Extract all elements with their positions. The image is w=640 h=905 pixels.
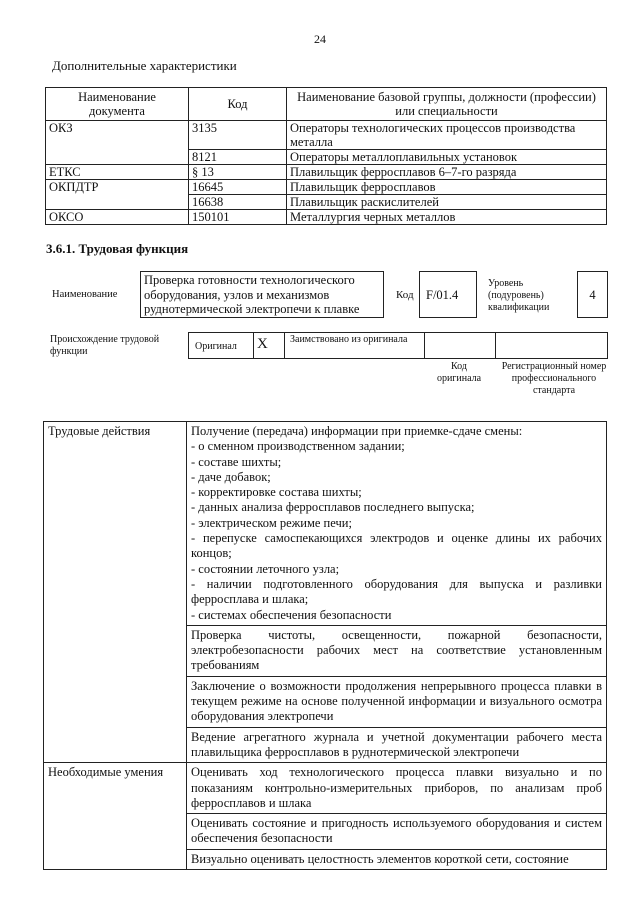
name-cell: Металлургия черных металлов: [287, 210, 607, 225]
work-table: [43, 421, 607, 870]
origin-box: [188, 332, 608, 359]
skill-cell: Визуально оценивать целостность элементов короткой сети, состояние: [187, 849, 607, 869]
level-label: Уровень (подуровень) квалификации: [488, 278, 550, 313]
code-cell: 3135: [189, 121, 287, 150]
document-cell: ЕТКС: [46, 165, 189, 180]
table-row: [44, 763, 607, 814]
action-line: - электрическом режиме печи;: [191, 515, 352, 530]
action-line: - данных анализа ферросплавов последнего выпуска;: [191, 500, 475, 515]
column-header-document: Наименование документа: [46, 88, 189, 121]
divider: [495, 333, 496, 358]
function-code-value: F/01.4: [426, 288, 459, 302]
function-name-box: [140, 271, 384, 318]
table-row: [46, 180, 607, 195]
column-header-code: Код: [189, 88, 287, 121]
code-cell: 8121: [189, 150, 287, 165]
registration-number-caption: Регистрационный номер профессионального стандарта: [501, 361, 607, 396]
borrowed-label: Заимствовано из оригинала: [290, 334, 408, 345]
action-line: - перепуске самоспекающихся электродов и оценке длины их рабочих концов;: [191, 531, 602, 561]
function-code-box: [419, 271, 477, 318]
skill-cell: Оценивать ход технологического процесса плавки визуально и по показаниям контрольно-измерительных приборов, по анализам проб ферросплавов и шлака: [187, 763, 607, 814]
action-line: - корректировке состава шихты;: [191, 485, 362, 500]
function-heading: 3.6.1. Трудовая функция: [46, 241, 189, 256]
code-cell: § 13: [189, 165, 287, 180]
table-row: [44, 422, 607, 626]
name-label: Наименование: [52, 289, 118, 300]
document-cell: ОКЗ: [46, 121, 189, 165]
action-line: - даче добавок;: [191, 469, 271, 484]
table-row: [46, 165, 607, 180]
document-cell: ОКПДТР: [46, 180, 189, 210]
level-value-box: [577, 271, 608, 318]
action-line: - составе шихты;: [191, 454, 282, 469]
actions-label-cell: Трудовые действия: [44, 422, 187, 763]
name-cell: Операторы металлоплавильных установок: [287, 150, 607, 165]
code-cell: 150101: [189, 210, 287, 225]
action-cell: Заключение о возможности продолжения непрерывного процесса плавки в текущем режиме на основе полученной информации и визуального осмотра оборудования электропечи: [187, 676, 607, 727]
name-cell: Операторы технологических процессов производства металла: [287, 121, 607, 150]
skills-label-cell: Необходимые умения: [44, 763, 187, 870]
original-mark: X: [257, 336, 268, 352]
characteristics-table: [45, 87, 607, 225]
skill-cell: Оценивать состояние и пригодность используемого оборудования и систем обеспечения безопасности: [187, 814, 607, 850]
original-code-caption: Код оригинала: [436, 361, 482, 384]
section-heading: Дополнительные характеристики: [52, 58, 237, 73]
action-cell: Проверка чистоты, освещенности, пожарной безопасности, электробезопасности рабочих мест на соответствие установленным требованиям: [187, 625, 607, 676]
table-row: [46, 121, 607, 150]
action-line: - системах обеспечения безопасности: [191, 607, 392, 622]
name-cell: Плавильщик ферросплавов: [287, 180, 607, 195]
action-line: Получение (передача) информации при приемке-сдаче смены:: [191, 424, 523, 438]
action-cell: [187, 422, 607, 626]
code-cell: 16645: [189, 180, 287, 195]
name-cell: Плавильщик ферросплавов 6–7-го разряда: [287, 165, 607, 180]
level-value: 4: [589, 288, 596, 302]
divider: [424, 333, 425, 358]
function-name-value: Проверка готовности технологического оборудования, узлов и механизмов руднотермической электропечи к плавке: [144, 273, 360, 316]
table-header-row: [46, 88, 607, 121]
divider: [284, 333, 285, 358]
page-number: 24: [314, 32, 326, 46]
action-line: - о сменном производственном задании;: [191, 439, 405, 454]
action-line: - состоянии леточного узла;: [191, 561, 340, 576]
column-header-name: Наименование базовой группы, должности (профессии) или специальности: [287, 88, 607, 121]
origin-label: Происхождение трудовой функции: [50, 334, 160, 357]
code-cell: 16638: [189, 195, 287, 210]
original-label: Оригинал: [195, 341, 237, 352]
document-cell: ОКСО: [46, 210, 189, 225]
name-cell: Плавильщик раскислителей: [287, 195, 607, 210]
action-line: - наличии подготовленного оборудования для выпуска и разливки ферросплава и шлака;: [191, 576, 602, 607]
divider: [253, 333, 254, 358]
action-cell: Ведение агрегатного журнала и учетной документации рабочего места плавильщика ферросплавов в руднотермической электропечи: [187, 727, 607, 763]
table-row: [46, 210, 607, 225]
code-label: Код: [396, 289, 414, 301]
